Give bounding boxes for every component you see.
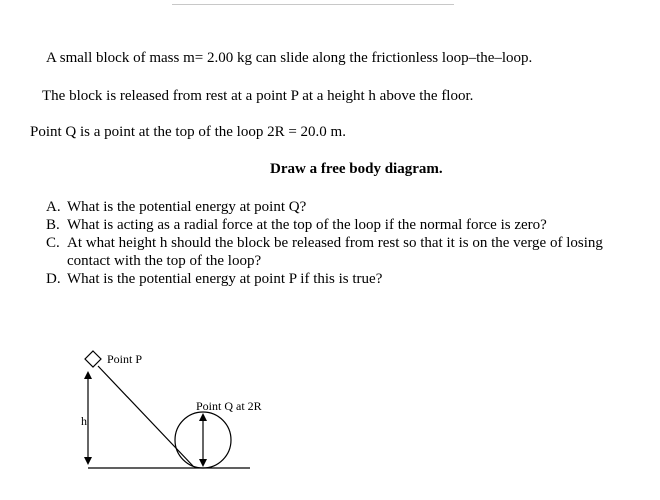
question-letter: D.	[46, 271, 61, 287]
problem-statement-mass: A small block of mass m= 2.00 kg can slide along the frictionless loop–the–loop.	[46, 50, 533, 66]
label-point-q: Point Q at 2R	[196, 399, 262, 413]
loop-circle	[175, 412, 231, 468]
question-text: What is acting as a radial force at the top of the loop if the normal force is zero?	[67, 217, 547, 233]
question-text: At what height h should the block be released from rest so that it is on the verge of losing contact with the top of the loop?	[67, 235, 603, 269]
question-text: What is the potential energy at point Q?	[67, 199, 307, 215]
question-item	[46, 216, 606, 234]
top-divider	[172, 4, 454, 5]
label-point-p: Point P	[107, 352, 143, 366]
question-letter: C.	[46, 235, 60, 251]
block-p-icon	[85, 351, 101, 367]
problem-statement-release: The block is released from rest at a point P at a height h above the floor.	[42, 88, 474, 104]
label-h: h	[81, 414, 87, 428]
question-item	[46, 234, 606, 270]
problem-statement-point-q: Point Q is a point at the top of the loop 2R = 20.0 m.	[30, 124, 346, 140]
incline-track	[98, 366, 193, 466]
question-item	[46, 270, 606, 288]
question-letter: B.	[46, 217, 60, 233]
question-text: What is the potential energy at point P if this is true?	[67, 271, 383, 287]
question-item	[46, 198, 606, 216]
question-list	[46, 198, 606, 288]
instruction-heading: Draw a free body diagram.	[270, 161, 443, 177]
question-letter: A.	[46, 199, 61, 215]
